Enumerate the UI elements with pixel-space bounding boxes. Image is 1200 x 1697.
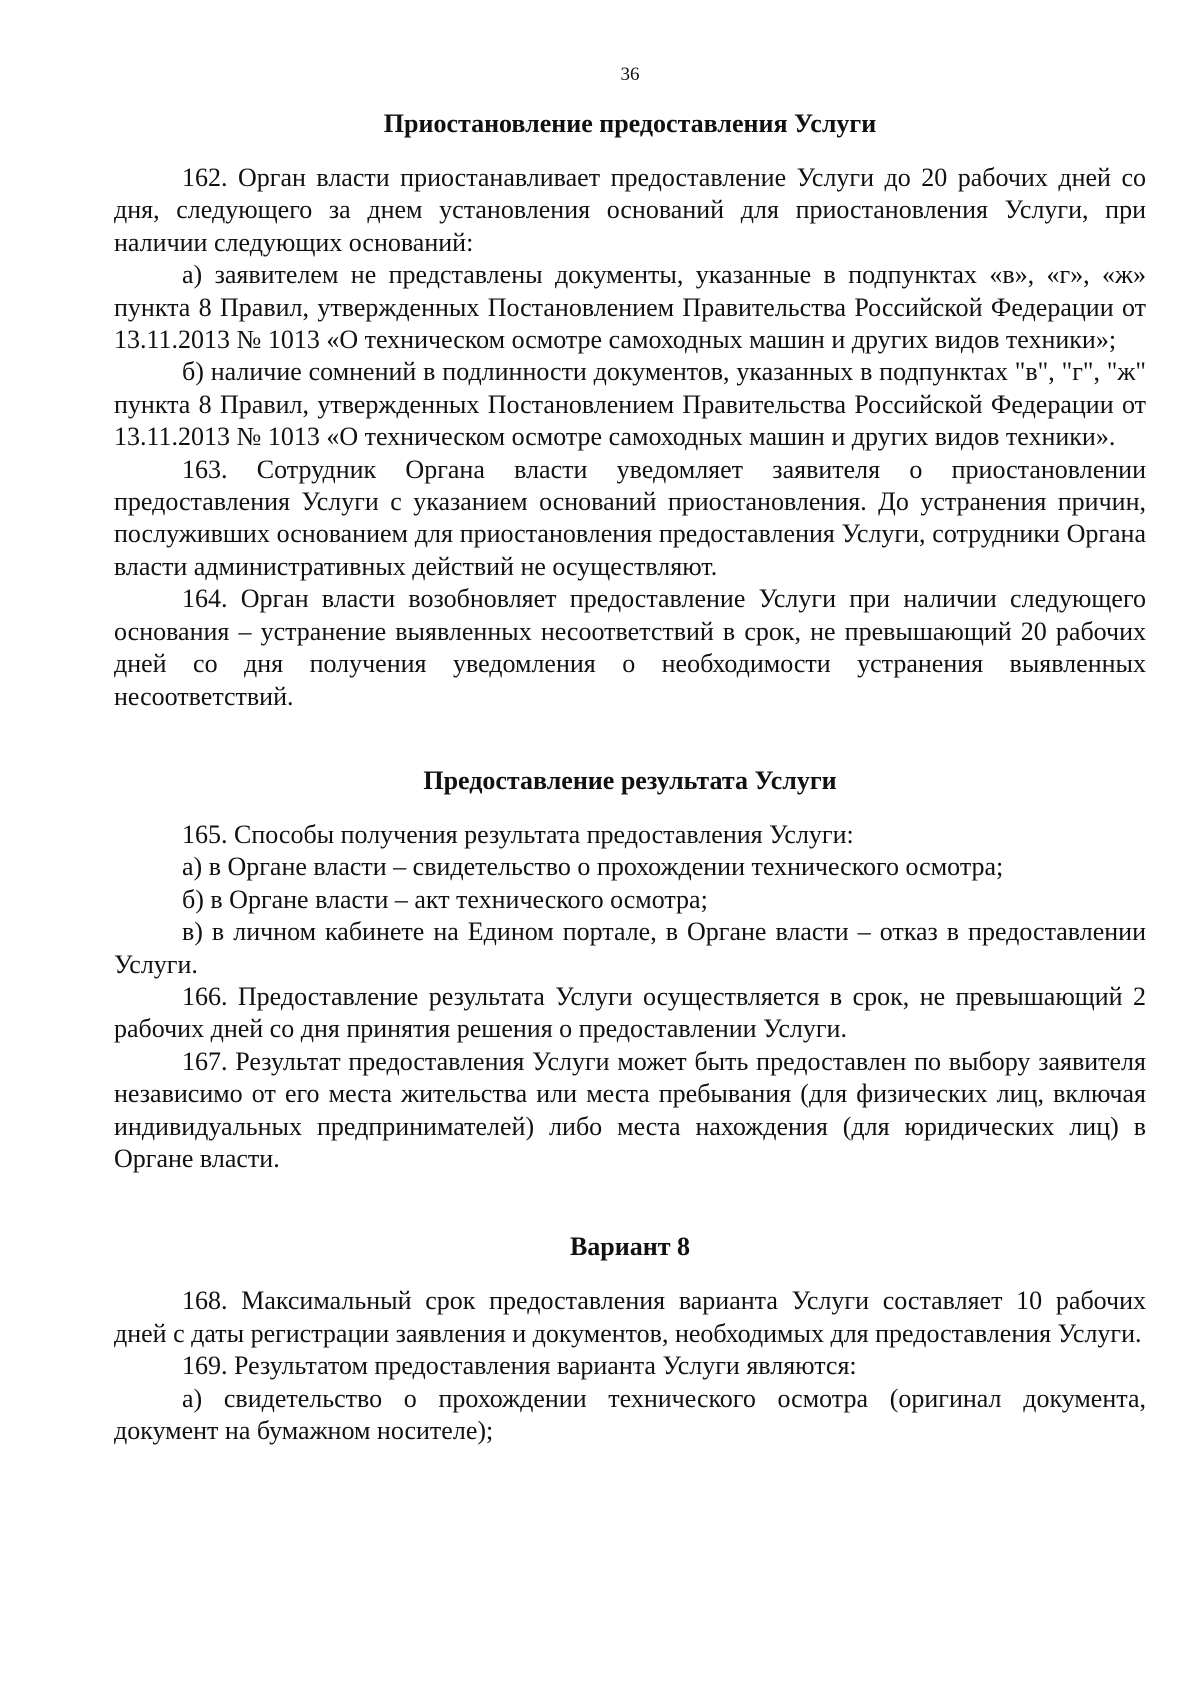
paragraph-167: 167. Результат предоставления Услуги может быть предоставлен по выбору заявителя независимо от его места жительства или места пребывания (для физических лиц, включая индивидуальных предпринимателей) либо места нахождения (для юридических лиц) в Органе власти. <box>114 1046 1146 1173</box>
paragraph-165-b: б) в Органе власти – акт технического осмотра; <box>182 884 708 914</box>
paragraph-163: 163. Сотрудник Органа власти уведомляет заявителя о приостановлении предоставления Услуги с указанием оснований приостановления. До устранения причин, послуживших основанием для приостановления предоставления Услуги, сотрудники Органа власти административных действий не осуществляют. <box>114 454 1146 581</box>
spacer <box>114 86 1146 108</box>
section-heading: Предоставление результата Услуги <box>423 765 837 795</box>
paragraph-164: 164. Орган власти возобновляет предоставление Услуги при наличии следующего основания – устранение выявленных несоответствий в срок, не превышающий 20 рабочих дней со дня получения уведомления о необходимости устранения выявленных несоответствий. <box>114 584 1146 711</box>
paragraph-162: 162. Орган власти приостанавливает предоставление Услуги до 20 рабочих дней со дня, следующего за днем установления оснований для приостановления Услуги, при наличии следующих оснований: <box>114 163 1146 257</box>
page-number: 36 <box>620 64 640 85</box>
paragraph-165-v: в) в личном кабинете на Едином портале, в Органе власти – отказ в предоставлении Услуги. <box>114 917 1146 979</box>
section-heading: Вариант 8 <box>569 1232 691 1262</box>
spacer <box>114 713 1146 765</box>
spacer <box>114 1263 1146 1285</box>
paragraph-166: 166. Предоставление результата Услуги осуществляется в срок, не превышающий 2 рабочих дней со дня принятия решения о предоставлении Услуги. <box>114 981 1146 1044</box>
paragraph-168: 168. Максимальный срок предоставления варианта Услуги составляет 10 рабочих дней с даты регистрации заявления и документов, необходимых для предоставления Услуги. <box>114 1286 1146 1348</box>
spacer <box>114 1175 1146 1231</box>
paragraph-162-b: б) наличие сомнений в подлинности документов, указанных в подпунктах "в", "г", "ж" пункта 8 Правил, утвержденных Постановлением Правительства Российской Федерации от 13.11.2013 № 1013 «О техническом осмотре самоходных машин и других видов техники». <box>114 357 1146 452</box>
paragraph-162-a: а) заявителем не представлены документы, указанные в подпунктах «в», «г», «ж» пункта 8 Правил, утвержденных Постановлением Правительства Российской Федерации от 13.11.2013 № 1013 «О техническом осмотре самоходных машин и других видов техники»; <box>114 260 1146 355</box>
spacer <box>114 140 1146 162</box>
section-variant-8 <box>114 1231 1146 1447</box>
paragraph-165: 165. Способы получения результата предоставления Услуги: <box>182 819 854 849</box>
spacer <box>114 797 1146 819</box>
section-result-delivery <box>114 765 1146 1175</box>
paragraph-169: 169. Результатом предоставления варианта Услуги являются: <box>182 1351 857 1381</box>
paragraph-169-a: а) свидетельство о прохождении технического осмотра (оригинал документа, документ на бумажном носителе); <box>114 1383 1146 1445</box>
paragraph-165-a: а) в Органе власти – свидетельство о прохождении технического осмотра; <box>182 852 1004 882</box>
section-suspension <box>114 108 1146 713</box>
section-heading: Приостановление предоставления Услуги <box>383 109 877 138</box>
